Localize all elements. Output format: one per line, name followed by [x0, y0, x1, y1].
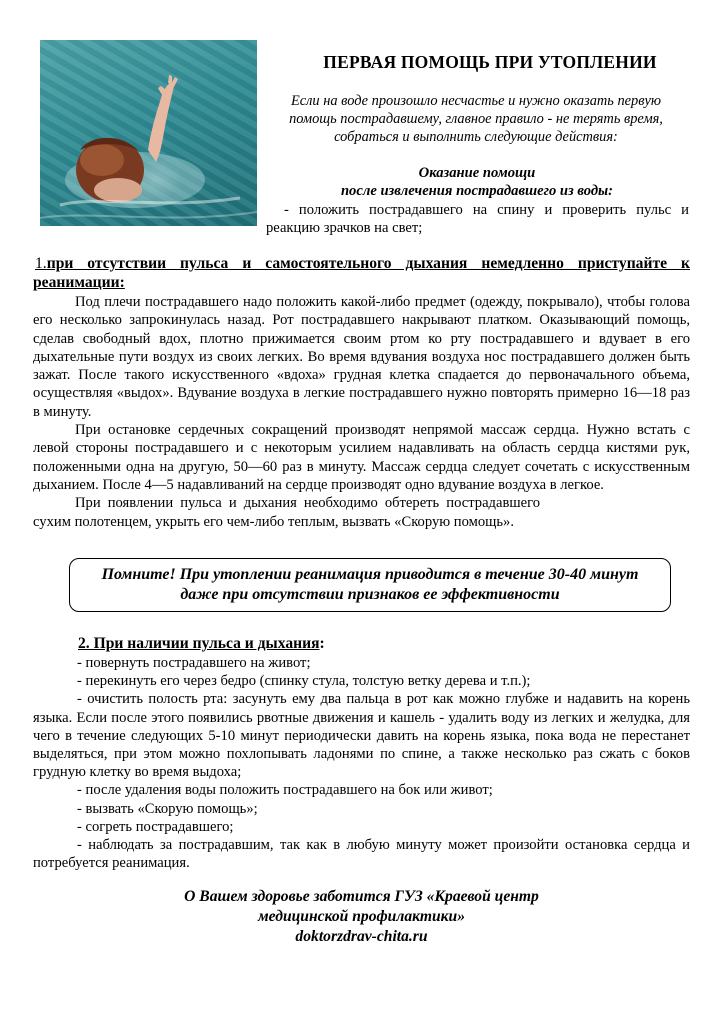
- section2-heading-text: 2. При наличии пульса и дыхания: [78, 635, 320, 652]
- footer-website: doktorzdrav-chita.ru: [295, 928, 428, 945]
- list-item: - повернуть пострадавшего на живот;: [77, 655, 311, 671]
- paragraph: При появлении пульса и дыхания необходимо обтереть пострадавшего сухим полотенцем, укрыть его чем-либо теплым, вызвать «Скорую помощь».: [33, 495, 540, 530]
- list-item: - наблюдать за пострадавшим, так как в любую минуту может произойти остановка сердца и потребуется реанимация.: [33, 837, 690, 872]
- drowning-person-illustration: [40, 40, 257, 226]
- drowning-photo: [40, 40, 257, 226]
- section1-heading-text: при отсутствии пульса и самостоятельного дыхания немедленно приступайте к реанимации:: [33, 255, 690, 291]
- section1-body: [33, 293, 690, 531]
- section1-number: 1.: [35, 255, 47, 272]
- list-item: - очистить полость рта: засунуть ему два пальца в рот как можно глубже и надавить на корень языка. Если после этого появились рвотные движения и кашель - удалить воду из легких и желудка, для чего в течение следующих 5-10 минут периодически давить на корень языка, пока вода не перестанет выделяться, при этом можно похлопывать ладонями по спине, а также несколько раз сжать с боков грудную клетку во время выдоха;: [33, 691, 690, 781]
- list-item: - вызвать «Скорую помощь»;: [77, 800, 258, 817]
- footer-line1: О Вашем здоровье заботится ГУЗ «Краевой центр: [184, 888, 539, 905]
- section2-heading-colon: :: [319, 635, 325, 652]
- paragraph: Под плечи пострадавшего надо положить какой-либо предмет (одежду, покрывало), чтобы голова его несколько запрокинулась назад. Рот пострадавшего накрывают платком. Оказывающий помощь, сделав свободный вдох, плотно прижимается своим ртом ко рту пострадавшего и вдувает в его дыхательные пути воздух из своих легких. Во время вдувания воздуха нос пострадавшего должен быть зажат. После такого искусственного «вдоха» грудная клетка спадается до первоначального объема, осуществляя «выдох». Вдувание воздуха в легкие пострадавшего нужно повторять примерно 16—18 раз в минуту.: [33, 294, 690, 420]
- first-step: - положить пострадавшего на спину и проверить пульс и реакцию зрачков на свет;: [266, 202, 689, 236]
- list-item: - перекинуть его через бедро (спинку стула, толстую ветку дерева и т.п.);: [77, 673, 531, 690]
- section2-heading: [78, 634, 325, 653]
- section2-body: [33, 654, 690, 872]
- reminder-box: [69, 558, 671, 612]
- subheading-line1: Оказание помощи: [418, 165, 536, 181]
- list-item: - согреть пострадавшего;: [77, 818, 234, 835]
- section1-heading: [33, 254, 690, 292]
- page-title: ПЕРВАЯ ПОМОЩЬ ПРИ УТОПЛЕНИИ: [323, 52, 657, 72]
- subheading-line2: после извлечения пострадавшего из воды:: [340, 183, 614, 199]
- footer-line2: медицинской профилактики»: [258, 908, 465, 925]
- list-item: - после удаления воды положить пострадавшего на бок или живот;: [77, 782, 493, 799]
- reminder-line1: Помните! При утоплении реанимация приводится в течение 30-40 минут: [101, 566, 639, 583]
- paragraph: При остановке сердечных сокращений производят непрямой массаж сердца. Нужно встать с левой стороны пострадавшего и с некоторым усилием надавливать на область сердца кистями рук, положенными одна на другую, 50—60 раз в минуту. Массаж сердца следует сочетать с искусственным дыханием. После 4—5 надавливаний на сердце производят одно вдувание воздуха в легкое.: [33, 422, 690, 493]
- reminder-line2: даже при отсутствии признаков ее эффективности: [180, 586, 560, 603]
- intro-text: Если на воде произошло несчастье и нужно оказать первую помощь пострадавшему, главное правило - не терять время, собраться и выполнить следующие действия:: [289, 93, 663, 145]
- footer: [33, 887, 690, 947]
